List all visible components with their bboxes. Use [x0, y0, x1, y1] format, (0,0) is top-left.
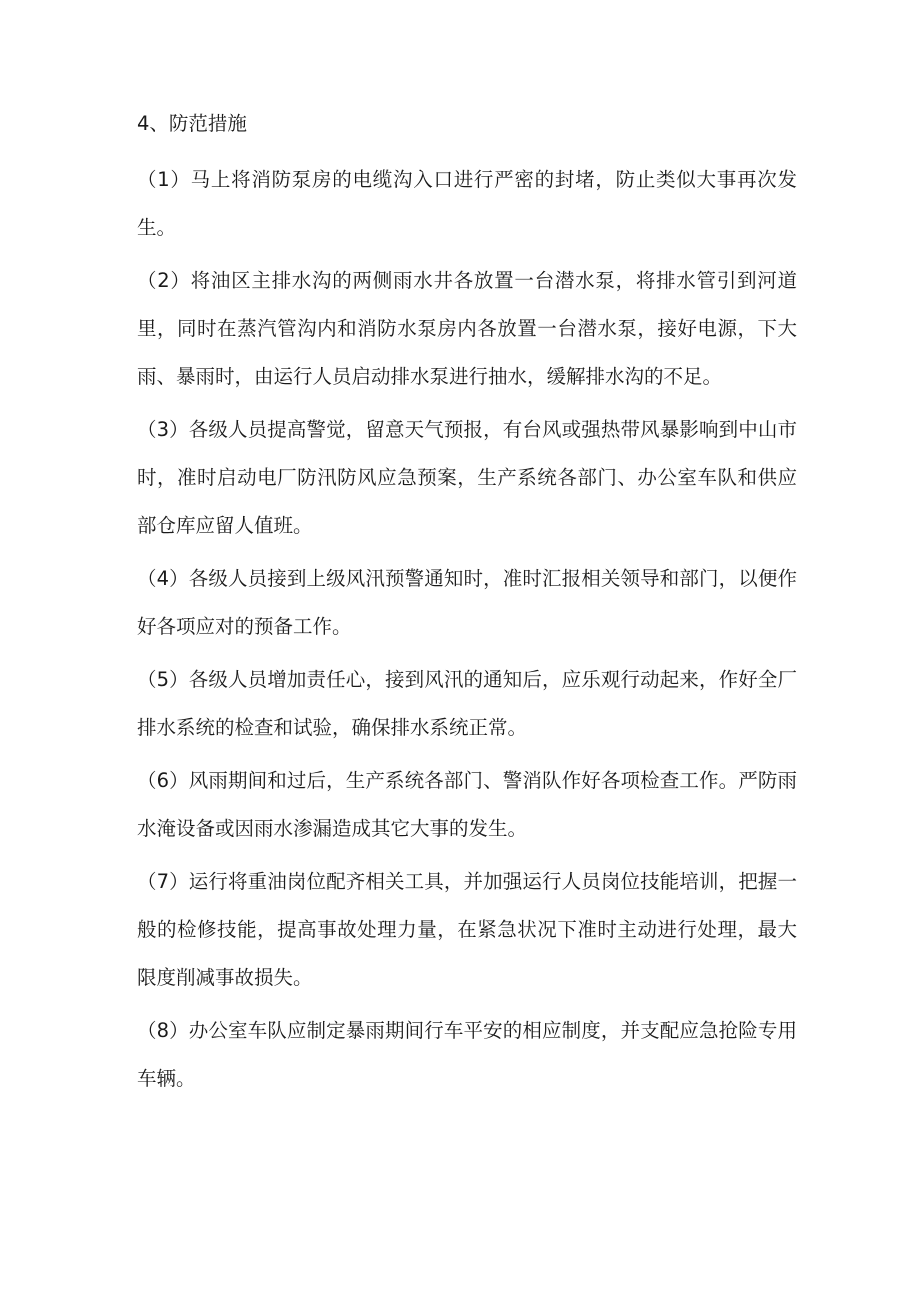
item-number: （4） [137, 567, 189, 590]
item-text: 运行将重油岗位配齐相关工具，并加强运行人员岗位技能培训，把握一般的检修技能，提高事故处理力量，在紧急状况下准时主动进行处理，最大限度削减事故损失。 [137, 870, 797, 989]
item-text: 各级人员增加责任心，接到风汛的通知后，应乐观行动起来，作好全厂排水系统的检查和试验，确保排水系统正常。 [137, 668, 797, 739]
list-item-2 [137, 257, 797, 401]
item-text: 将油区主排水沟的两侧雨水井各放置一台潜水泵，将排水管引到河道里，同时在蒸汽管沟内和消防水泵房内各放置一台潜水泵，接好电源，下大雨、暴雨时，由运行人员启动排水泵进行抽水，缓解排水沟的不足。 [137, 269, 797, 388]
list-item-6 [137, 757, 797, 853]
item-text: 风雨期间和过后，生产系统各部门、警消队作好各项检查工作。严防雨水淹设备或因雨水渗漏造成其它大事的发生。 [137, 769, 797, 840]
list-item-7 [137, 858, 797, 1002]
item-number: （8） [137, 1019, 189, 1042]
item-number: （1） [137, 168, 191, 191]
list-item-4 [137, 555, 797, 651]
list-item-3 [137, 406, 797, 550]
item-text: 各级人员接到上级风汛预警通知时，准时汇报相关领导和部门，以便作好各项应对的预备工作。 [137, 567, 797, 638]
list-item-1 [137, 156, 797, 252]
document-body [137, 100, 797, 1108]
item-number: （3） [137, 418, 189, 441]
item-number: （6） [137, 769, 189, 792]
list-item-8 [137, 1007, 797, 1103]
list-item-5 [137, 656, 797, 752]
item-text: 各级人员提高警觉，留意天气预报，有台风或强热带风暴影响到中山市时，准时启动电厂防汛防风应急预案，生产系统各部门、办公室车队和供应部仓库应留人值班。 [137, 418, 797, 537]
item-number: （2） [137, 269, 191, 292]
item-text: 马上将消防泵房的电缆沟入口进行严密的封堵，防止类似大事再次发生。 [137, 168, 797, 239]
item-number: （7） [137, 870, 189, 893]
section-heading: 4、防范措施 [137, 112, 247, 135]
item-number: （5） [137, 668, 189, 691]
item-text: 办公室车队应制定暴雨期间行车平安的相应制度，并支配应急抢险专用车辆。 [137, 1019, 797, 1090]
